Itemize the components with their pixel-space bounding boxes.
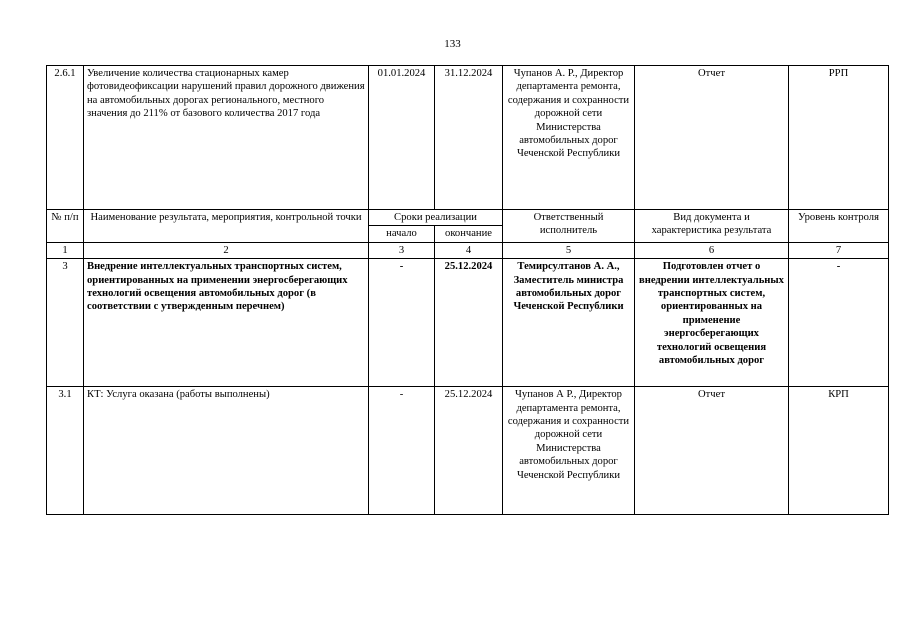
row-number: 3.1 [47, 387, 84, 515]
header-num: № п/п [47, 210, 84, 243]
document-type: Отчет [635, 66, 789, 210]
start-date: 01.01.2024 [369, 66, 435, 210]
document-type: Отчет [635, 387, 789, 515]
row-number: 2.6.1 [47, 66, 84, 210]
responsible-executor: Темирсултанов А. А., Заместитель министра автомобильных дорог Чеченской Республики [503, 259, 635, 387]
row-number: 3 [47, 259, 84, 387]
end-date: 25.12.2024 [435, 259, 503, 387]
header-name: Наименование результата, мероприятия, контрольной точки [84, 210, 369, 243]
table-row-3 [47, 259, 889, 387]
page-number: 133 [444, 38, 461, 50]
result-name: КТ: Услуга оказана (работы выполнены) [84, 387, 369, 515]
implementation-plan-table [46, 65, 889, 515]
column-number: 7 [789, 242, 889, 258]
header-dates: Сроки реализации [369, 210, 503, 226]
document-type: Подготовлен отчет о внедрении интеллектуальных транспортных систем, ориентированных на применение энергосберегающих технологий освещения автомобильных дорог [635, 259, 789, 387]
table-header-row [47, 210, 889, 226]
control-level: РРП [789, 66, 889, 210]
result-name: Увеличение количества стационарных камер фотовидеофиксации нарушений правил дорожного движения на автомобильных дорогах регионального, местного значения до 211% от базового количества 2017 года [84, 66, 369, 210]
start-date: - [369, 259, 435, 387]
column-numbers-row [47, 242, 889, 258]
start-date: - [369, 387, 435, 515]
header-doc-type: Вид документа и характеристика результата [635, 210, 789, 243]
control-level: - [789, 259, 889, 387]
table-row-2-6-1 [47, 66, 889, 210]
header-control: Уровень контроля [789, 210, 889, 243]
column-number: 2 [84, 242, 369, 258]
column-number: 5 [503, 242, 635, 258]
control-level: КРП [789, 387, 889, 515]
header-executor: Ответственный исполнитель [503, 210, 635, 243]
column-number: 6 [635, 242, 789, 258]
column-number: 4 [435, 242, 503, 258]
responsible-executor: Чупанов А Р., Директор департамента ремонта, содержания и сохранности дорожной сети Министерства автомобильных дорог Чеченской Республики [503, 387, 635, 515]
responsible-executor: Чупанов А. Р., Директор департамента ремонта, содержания и сохранности дорожной сети Министерства автомобильных дорог Чеченской Республики [503, 66, 635, 210]
column-number: 3 [369, 242, 435, 258]
header-end: окончание [435, 226, 503, 242]
column-number: 1 [47, 242, 84, 258]
table-row-3-1 [47, 387, 889, 515]
end-date: 31.12.2024 [435, 66, 503, 210]
result-name: Внедрение интеллектуальных транспортных систем, ориентированных на применении энергосберегающих технологий освещения автомобильных дорог (в соответствии с утвержденным перечнем) [84, 259, 369, 387]
header-start: начало [369, 226, 435, 242]
end-date: 25.12.2024 [435, 387, 503, 515]
